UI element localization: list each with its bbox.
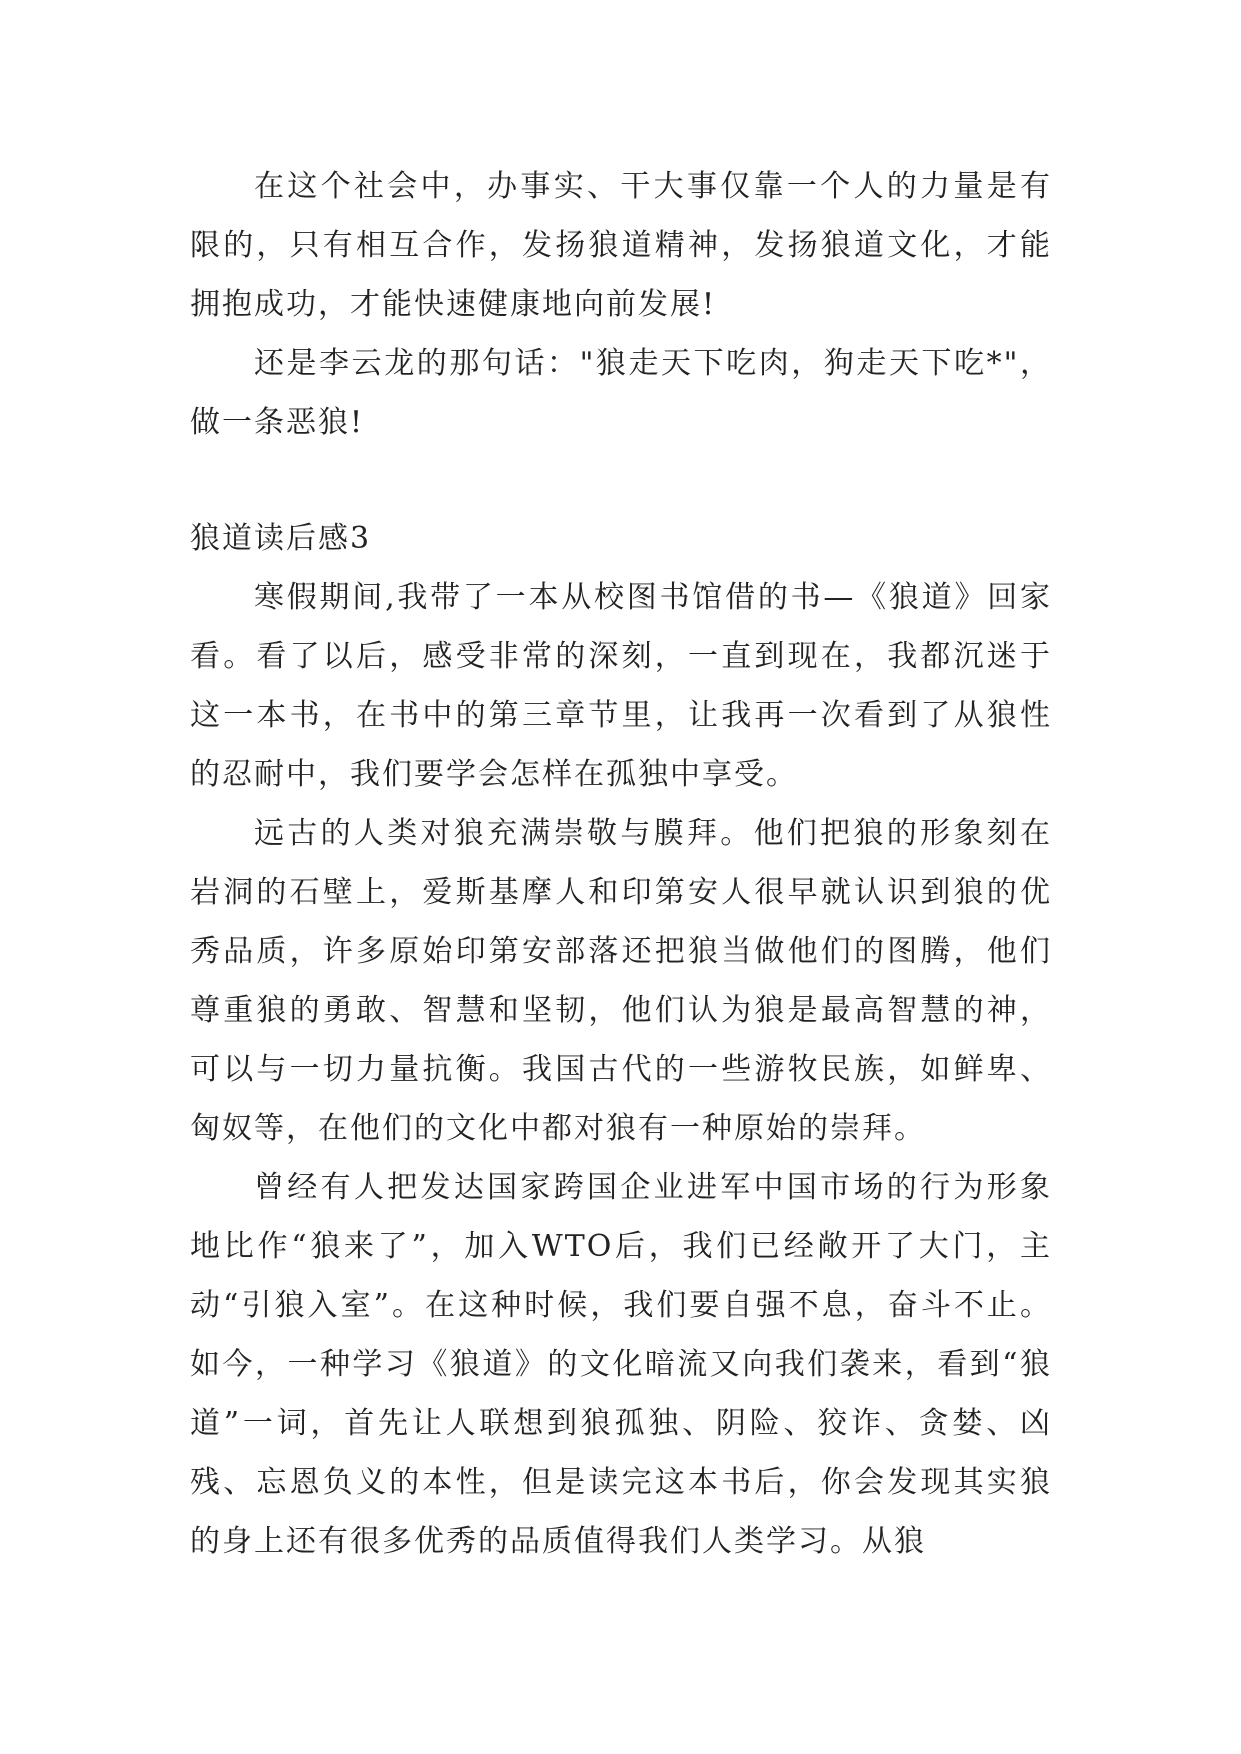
paragraph-quote: 还是李云龙的那句话："狼走天下吃肉，狗走天下吃*"，做一条恶狼! xyxy=(190,346,1052,440)
paragraph-winter-vacation: 寒假期间,我带了一本从校图书馆借的书—《狼道》回家看。看了以后，感受非常的深刻，一直到现在，我都沉迷于这一本书，在书中的第三章节里，让我再一次看到了从狼性的忍耐中，我们要学会怎样在孤独中享受。 xyxy=(190,580,1052,792)
paragraph-wolf-is-coming: 曾经有人把发达国家跨国企业进军中国市场的行为形象地比作“狼来了”，加入WTO后，我们已经敞开了大门，主动“引狼入室”。在这种时候，我们要自强不息，奋斗不止。如今，一种学习《狼道》的文化暗流又向我们袭来，看到“狼道”一词，首先让人联想到狼孤独、阴险、狡诈、贪婪、凶残、忘恩负义的本性，但是读完这本书后，你会发现其实狼的身上还有很多优秀的品质值得我们人类学习。从狼 xyxy=(190,1170,1052,1559)
section-3 xyxy=(190,509,1052,1571)
section-heading: 狼道读后感3 xyxy=(190,521,372,556)
paragraph-ancient-worship: 远古的人类对狼充满崇敬与膜拜。他们把狼的形象刻在岩洞的石壁上，爱斯基摩人和印第安人很早就认识到狼的优秀品质，许多原始印第安部落还把狼当做他们的图腾，他们尊重狼的勇敢、智慧和坚韧，他们认为狼是最高智慧的神，可以与一切力量抗衡。我国古代的一些游牧民族，如鲜卑、匈奴等，在他们的文化中都对狼有一种原始的崇拜。 xyxy=(190,816,1052,1146)
intro-text xyxy=(190,157,1052,452)
paragraph-cooperation: 在这个社会中，办事实、干大事仅靠一个人的力量是有限的，只有相互合作，发扬狼道精神，发扬狼道文化，才能拥抱成功，才能快速健康地向前发展! xyxy=(190,169,1052,322)
